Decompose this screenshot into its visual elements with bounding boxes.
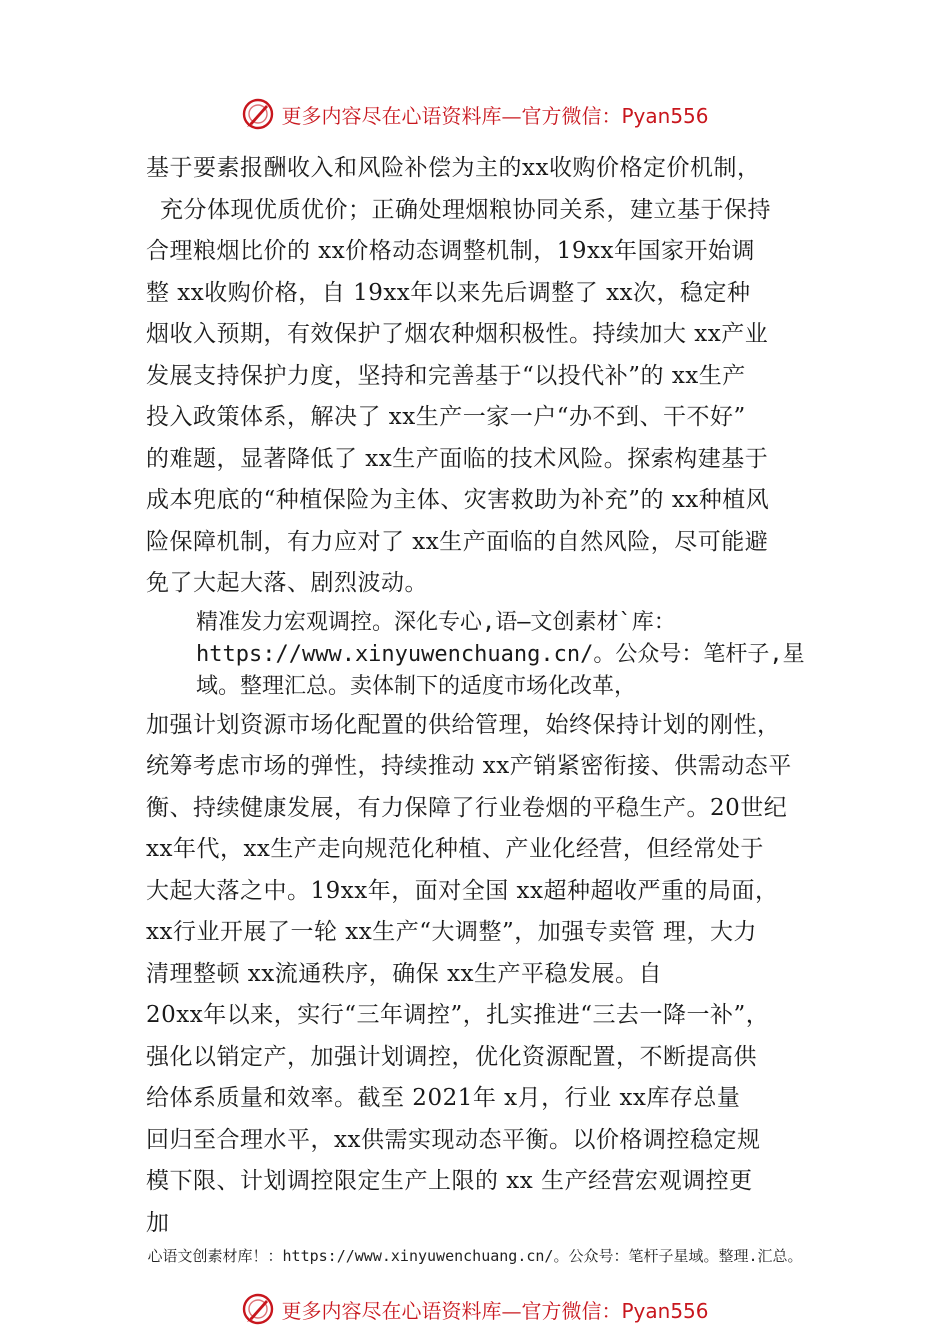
text-line: 合理粮烟比价的 xx价格动态调整机制，19xx年国家开始调 xyxy=(146,238,755,264)
block-line: 精准发力宏观调控。深化专心,语—文创素材`库： xyxy=(196,609,676,635)
banner-text-cn: 更多内容尽在心语资料库—官方微信： xyxy=(281,103,622,128)
text-line: 回归至合理水平，xx供需实现动态平衡。以价格调控稳定规 xyxy=(146,1126,761,1153)
document-body xyxy=(146,148,836,1244)
block-line: 域。整理汇总。卖体制下的适度市场化改革， xyxy=(196,673,637,699)
text-line: 发展支持保护力度，坚持和完善基于“以投代补”的 xx生产 xyxy=(146,362,746,389)
text-line: 烟收入预期，有效保护了烟农种烟积极性。持续加大 xx产业 xyxy=(146,321,769,347)
text-line: 险保障机制，有力应对了 xx生产面临的自然风险，尽可能避 xyxy=(146,528,769,555)
footer-banner xyxy=(0,1289,950,1329)
banner-wechat-id: Pyan556 xyxy=(621,1298,709,1323)
brand-logo-icon xyxy=(241,1292,275,1326)
banner-wechat-id: Pyan556 xyxy=(621,103,709,128)
text-line: 投入政策体系，解决了 xx生产一家一户“办不到、干不好” xyxy=(146,404,746,430)
text-line: 基于要素报酬收入和风险补偿为主的xx收购价格定价机制， xyxy=(146,155,761,181)
paragraph-1 xyxy=(146,148,836,605)
footer-note: 心语文创素材库！：https://www.xinyuwenchuang.cn/。公众号：笔杆子星域。整理.汇总。 xyxy=(147,1247,803,1265)
banner-text xyxy=(281,1295,708,1324)
header-banner xyxy=(0,94,950,134)
text-line: xx年代，xx生产走向规范化种植、产业化经营，但经常处于 xyxy=(146,836,764,862)
text-line: 加强计划资源市场化配置的供给管理，始终保持计划的刚性， xyxy=(146,711,781,738)
text-line: 大起大落之中。19xx年，面对全国 xx超种超收严重的局面， xyxy=(146,877,779,904)
banner-text-cn: 更多内容尽在心语资料库—官方微信： xyxy=(281,1298,622,1323)
text-line: 统筹考虑市场的弹性，持续推动 xx产销紧密衔接、供需动态平 xyxy=(146,753,792,779)
text-line: 加 xyxy=(146,1209,170,1236)
text-line: 给体系质量和效率。截至 2021年 x月，行业 xx库存总量 xyxy=(146,1085,741,1111)
paragraph-2 xyxy=(146,705,836,1245)
inserted-source-block xyxy=(146,607,836,703)
text-line: 强化以销定产，加强计划调控，优化资源配置，不断提高供 xyxy=(146,1043,757,1070)
text-line: xx行业开展了一轮 xx生产“大调整”，加强专卖管 理，大力 xyxy=(146,919,758,945)
text-line: 的难题，显著降低了 xx生产面临的技术风险。探索构建基于 xyxy=(146,445,769,472)
text-line: 衡、持续健康发展，有力保障了行业卷烟的平稳生产。20世纪 xyxy=(146,794,788,821)
text-line: 充分体现优质优价；正确处理烟粮协同关系，建立基于保持 xyxy=(160,196,771,223)
brand-logo-icon xyxy=(241,97,275,131)
text-line: 整 xx收购价格，自 19xx年以来先后调整了 xx次，稳定种 xyxy=(146,279,751,306)
text-line: 成本兜底的“种植保险为主体、灾害救助为补充”的 xx种植风 xyxy=(146,487,770,513)
banner-text xyxy=(281,100,708,129)
block-line-url: https://www.xinyuwenchuang.cn/。公众号：笔杆子,星 xyxy=(196,641,805,667)
text-line: 清理整顿 xx流通秩序，确保 xx生产平稳发展。自 xyxy=(146,960,663,987)
text-line: 免了大起大落、剧烈波动。 xyxy=(146,570,428,596)
text-line: 20xx年以来，实行“三年调控”，扎实推进“三去一降一补”， xyxy=(146,1002,770,1028)
text-line: 模下限、计划调控限定生产上限的 xx 生产经营宏观调控更 xyxy=(146,1168,753,1194)
